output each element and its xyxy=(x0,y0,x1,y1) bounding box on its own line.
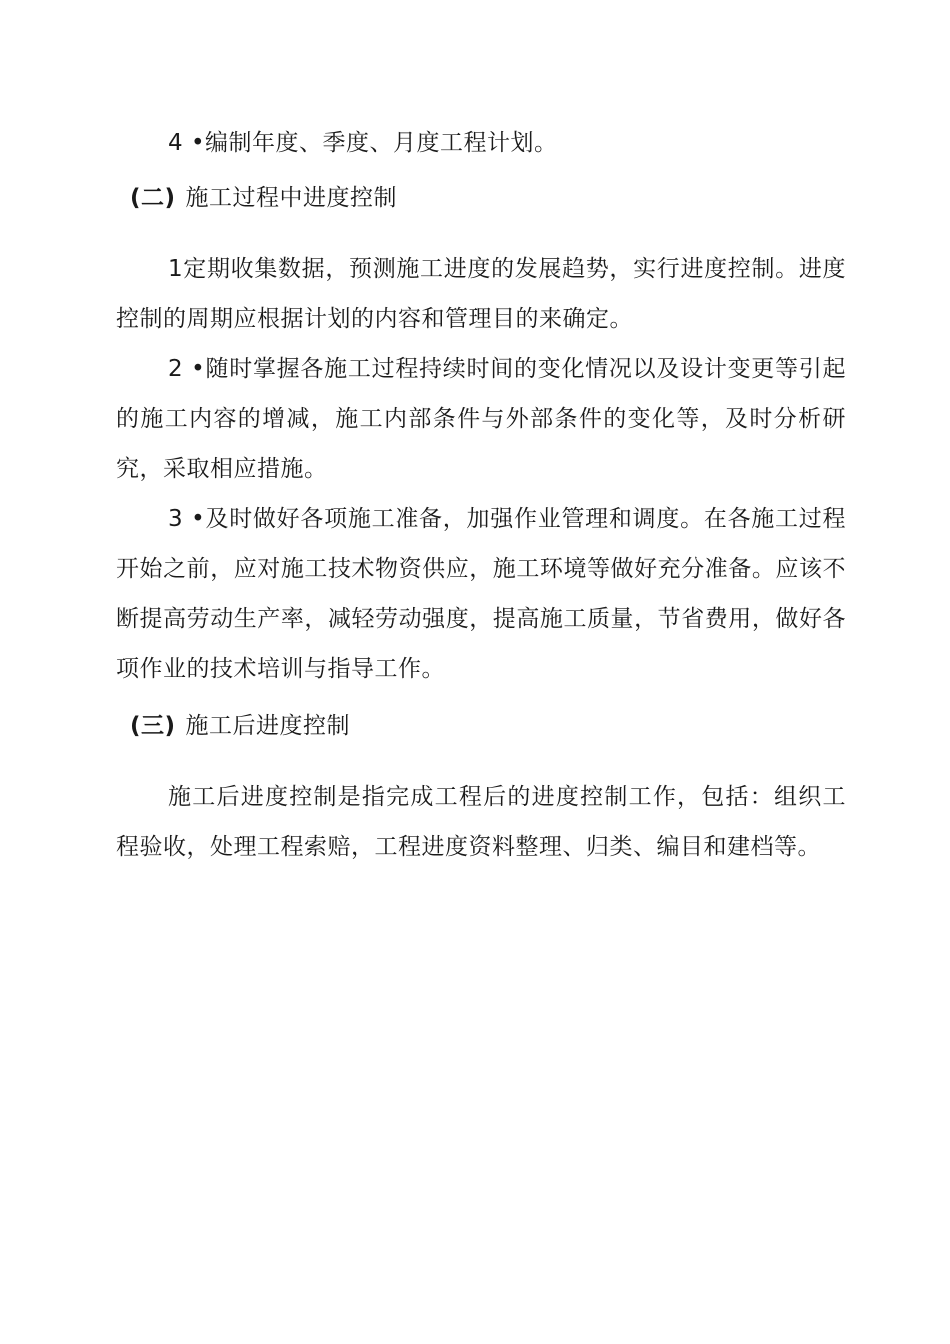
section-3-number: (三) xyxy=(130,713,176,739)
section-3-heading xyxy=(130,706,350,746)
section-2-paragraph-2: 2 •随时掌握各施工过程持续时间的变化情况以及设计变更等引起的施工内容的增减，施工内部条件与外部条件的变化等，及时分析研究，采取相应措施。 xyxy=(116,356,846,482)
section-2-paragraph-1: 1定期收集数据，预测施工进度的发展趋势，实行进度控制。进度控制的周期应根据计划的内容和管理目的来确定。 xyxy=(116,256,846,332)
section-3-title: 施工后进度控制 xyxy=(185,713,351,739)
section-2-title: 施工过程中进度控制 xyxy=(185,185,398,211)
section-2-number: (二) xyxy=(130,185,176,211)
section-3-paragraph-1: 施工后进度控制是指完成工程后的进度控制工作，包括：组织工程验收，处理工程索赔，工程进度资料整理、归类、编目和建档等。 xyxy=(116,784,846,860)
item-4-paragraph: 4 •编制年度、季度、月度工程计划。 xyxy=(168,130,558,156)
section-2-heading xyxy=(130,178,397,218)
section-2-paragraph-3: 3 •及时做好各项施工准备，加强作业管理和调度。在各施工过程开始之前，应对施工技术物资供应，施工环境等做好充分准备。应该不断提高劳动生产率，减轻劳动强度，提高施工质量，节省费用，做好各项作业的技术培训与指导工作。 xyxy=(116,506,846,682)
